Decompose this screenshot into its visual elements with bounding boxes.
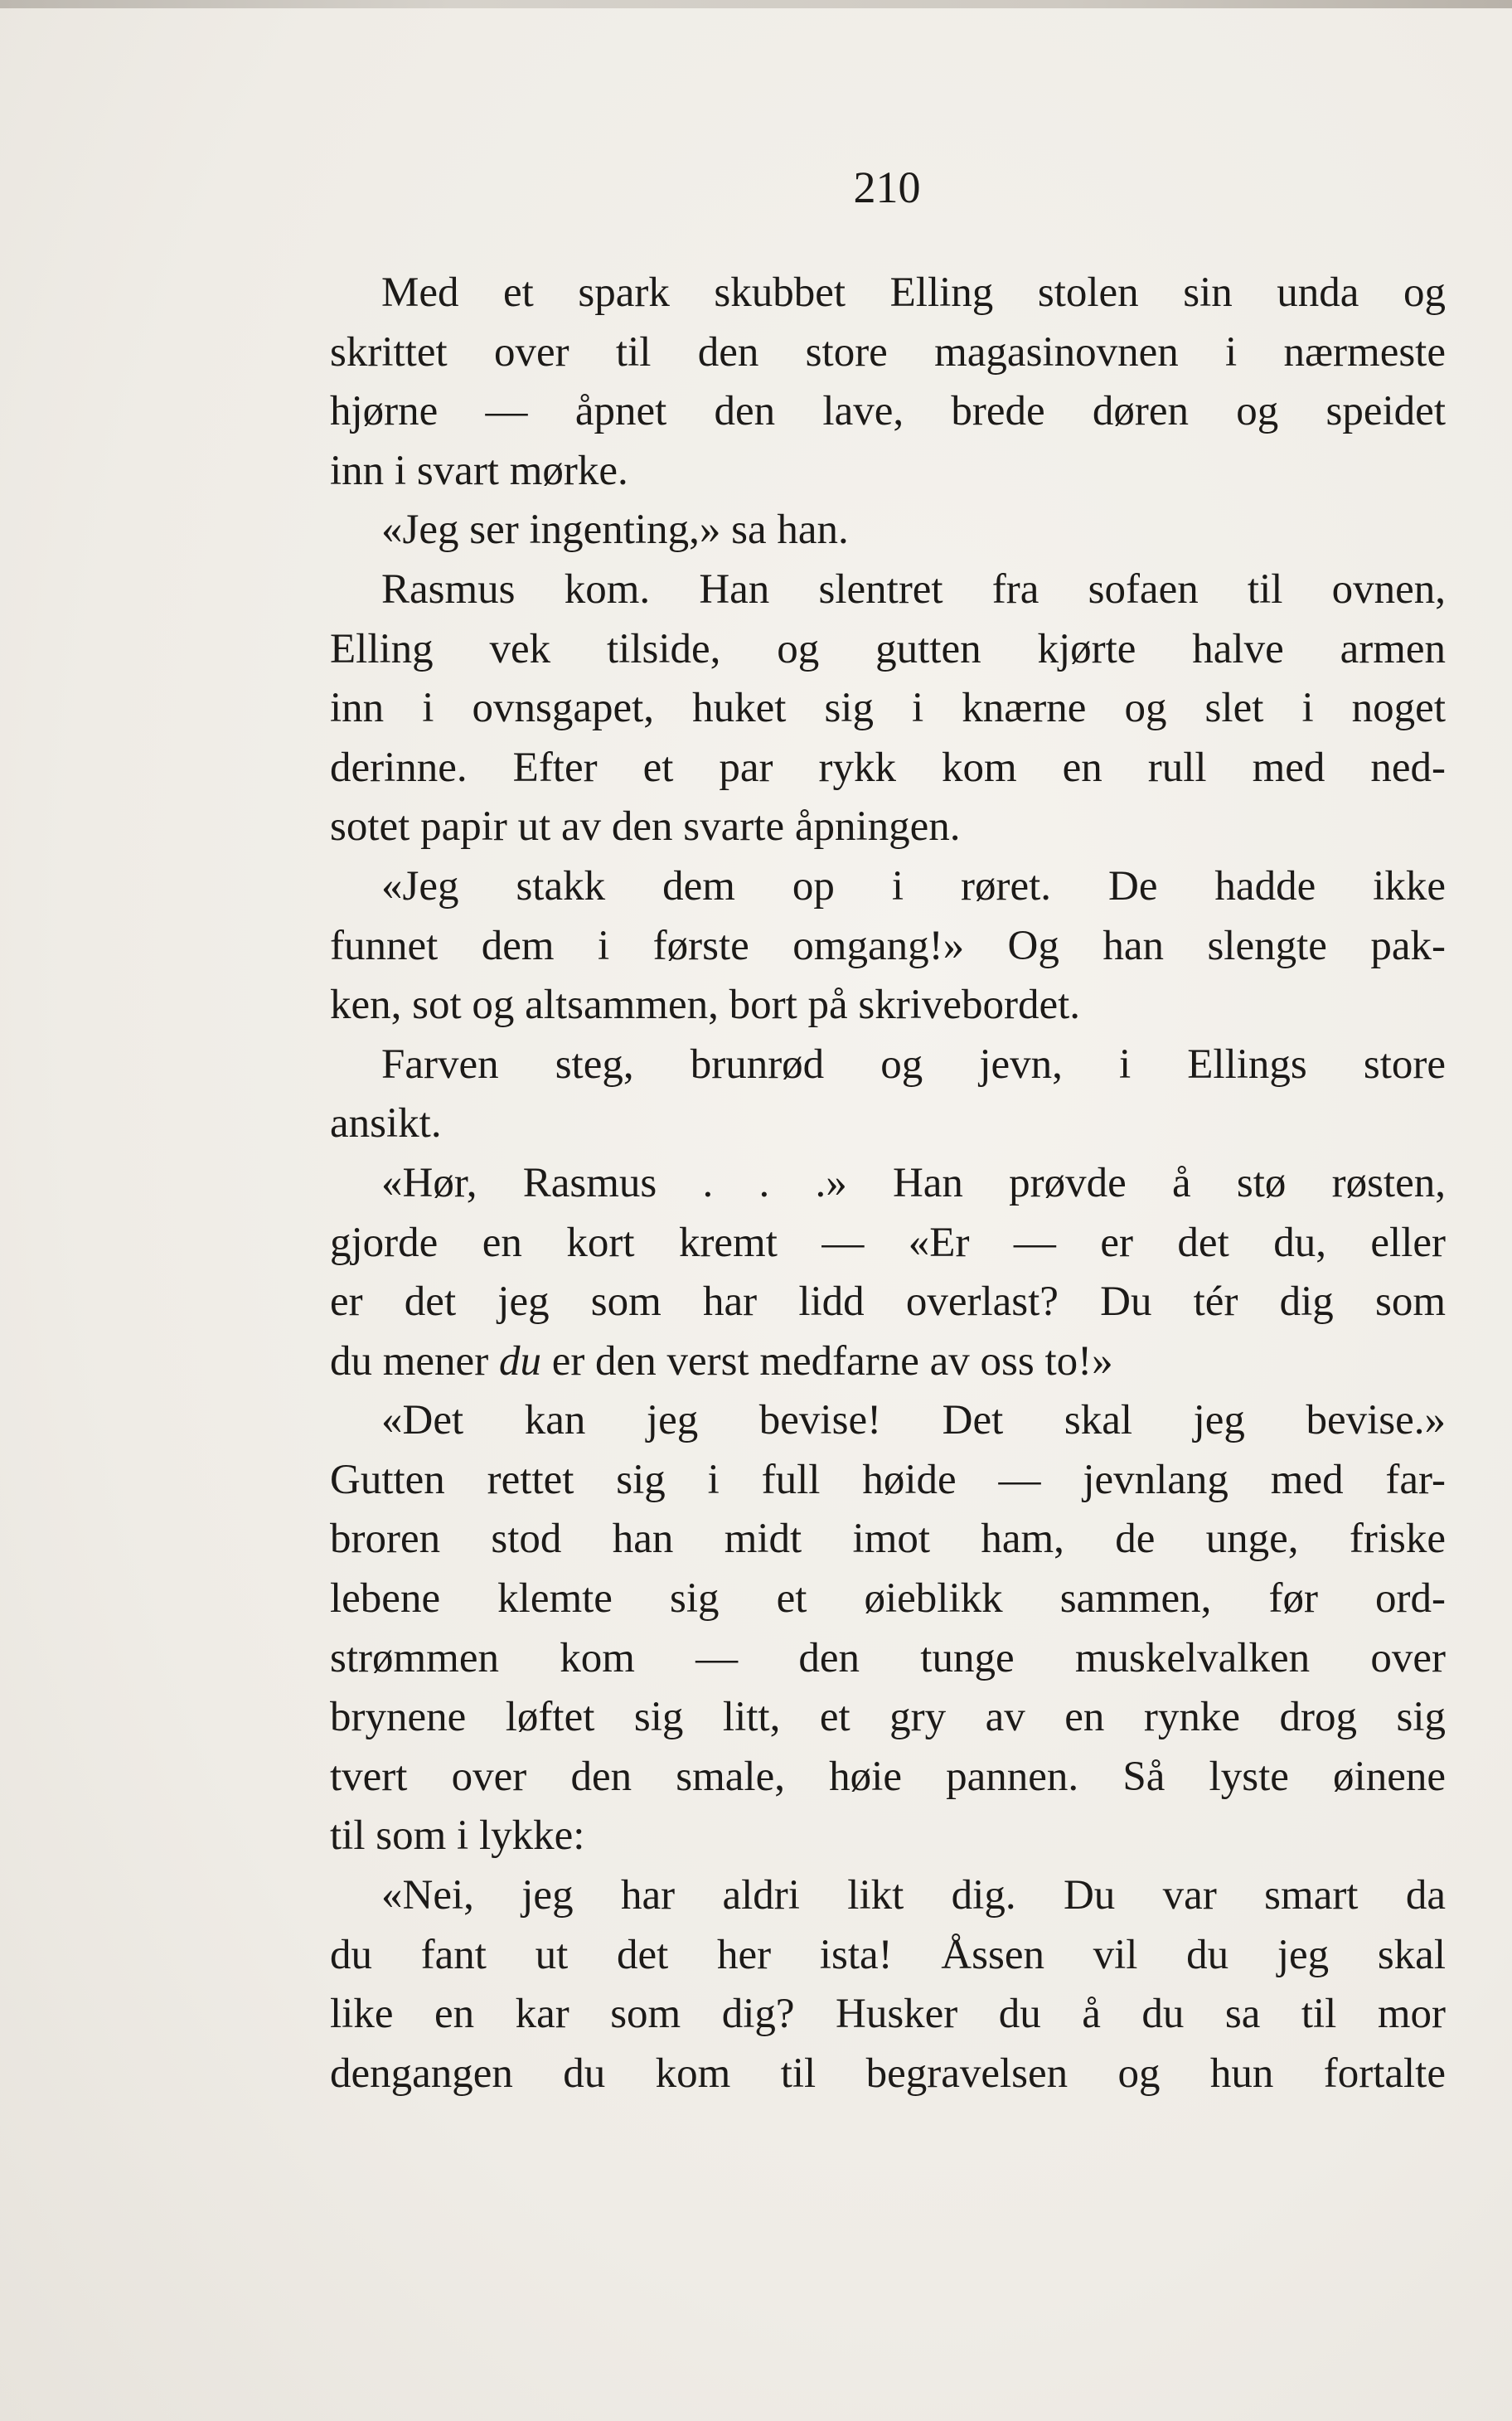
page-number: 210 [853,163,921,212]
text-line [330,1214,1446,1274]
text-line-content: hjørne — åpnet den lave, brede døren og speidet [330,388,1446,435]
text-line-content: funnet dem i første omgang!» Og han slengte pak- [330,922,1446,969]
text-line [330,1688,1446,1748]
text-line-content: Rasmus kom. Han slentret fra sofaen til ovnen, [381,565,1446,613]
text-line-content: «Nei, jeg har aldri likt dig. Du var smart da [381,1872,1446,1919]
text-line-content: tvert over den smale, høie pannen. Så lyste øinene [330,1753,1446,1800]
text-line [330,1629,1446,1689]
text-line-content: Farven steg, brunrød og jevn, i Ellings store [381,1041,1446,1088]
text-line-content: skrittet over til den store magasinovnen i nærmeste [330,328,1446,376]
text-line-content: ken, sot og altsammen, bort på skrivebordet. [330,982,1081,1029]
text-line-content: brynene løftet sig litt, et gry av en rynke drog sig [330,1694,1446,1741]
text-line [330,1985,1446,2045]
text-line-rest: er den verst medfarne av oss to!» [551,1337,1113,1385]
text-line [330,798,1446,857]
text-line-content: strømmen kom — den tunge muskelvalken over [330,1634,1446,1681]
text-line-content: Gutten rettet sig i full høide — jevnlang med far- [330,1456,1446,1503]
text-line-content: ansikt. [330,1100,442,1147]
text-line [330,1036,1446,1095]
text-line [330,264,1446,323]
text-line-content: er det jeg som har lidd overlast? Du tér dig som [330,1278,1446,1326]
text-line [330,1273,1446,1332]
text-line-content: derinne. Efter et par rykk kom en rull med ned- [330,744,1446,791]
text-line [330,1570,1446,1629]
text-line-content: du fant ut det her ista! Åssen vil du jeg skal [330,1931,1446,1978]
text-line-content: like en kar som dig? Husker du å du sa til mor [330,1991,1446,2038]
text-line-content: inn i svart mørke. [330,447,628,494]
text-line [330,1332,1446,1392]
text-line-content: «Det kan jeg bevise! Det skal jeg bevise.» [381,1397,1446,1444]
text-line-content: sotet papir ut av den svarte åpningen. [330,803,961,851]
text-line [330,560,1446,620]
text-line [330,501,1446,560]
text-line [330,917,1446,977]
text-line-content: «Hør, Rasmus . . .» Han prøvde å stø røsten, [381,1159,1446,1206]
text-line-content: Elling vek tilside, og gutten kjørte halve armen [330,625,1446,672]
text-line [330,1926,1446,1986]
text-line-content: gjorde en kort kremt — «Er — er det du, eller [330,1219,1446,1266]
text-line [330,1807,1446,1866]
text-line-content: du mener [330,1337,489,1385]
text-line [330,1748,1446,1807]
text-line [330,739,1446,798]
text-line-content: «Jeg ser ingenting,» sa han. [381,507,849,554]
text-line [330,620,1446,680]
text-line [330,442,1446,502]
body-text [330,264,1446,2103]
text-line [330,1391,1446,1451]
text-line-content: inn i ovnsgapet, huket sig i knærne og slet i noget [330,685,1446,732]
text-line-content: Med et spark skubbet Elling stolen sin unda og [381,269,1446,316]
text-line-content: broren stod han midt imot ham, de unge, friske [330,1516,1446,1563]
text-line-content: lebene klemte sig et øieblikk sammen, før ord- [330,1575,1446,1623]
text-line-content: dengangen du kom til begravelsen og hun fortalte [330,2050,1446,2097]
text-line [330,382,1446,442]
text-line [330,1866,1446,1926]
text-line [330,2045,1446,2104]
italic-word: du [498,1337,541,1385]
text-line [330,679,1446,739]
page-top-edge [0,0,1512,8]
text-line [330,323,1446,383]
text-line-content: til som i lykke: [330,1812,585,1860]
text-line [330,1094,1446,1154]
text-line [330,976,1446,1036]
text-line [330,1510,1446,1570]
text-line [330,1154,1446,1214]
text-line [330,1451,1446,1511]
text-line [330,857,1446,917]
text-line-content: «Jeg stakk dem op i røret. De hadde ikke [381,862,1446,910]
